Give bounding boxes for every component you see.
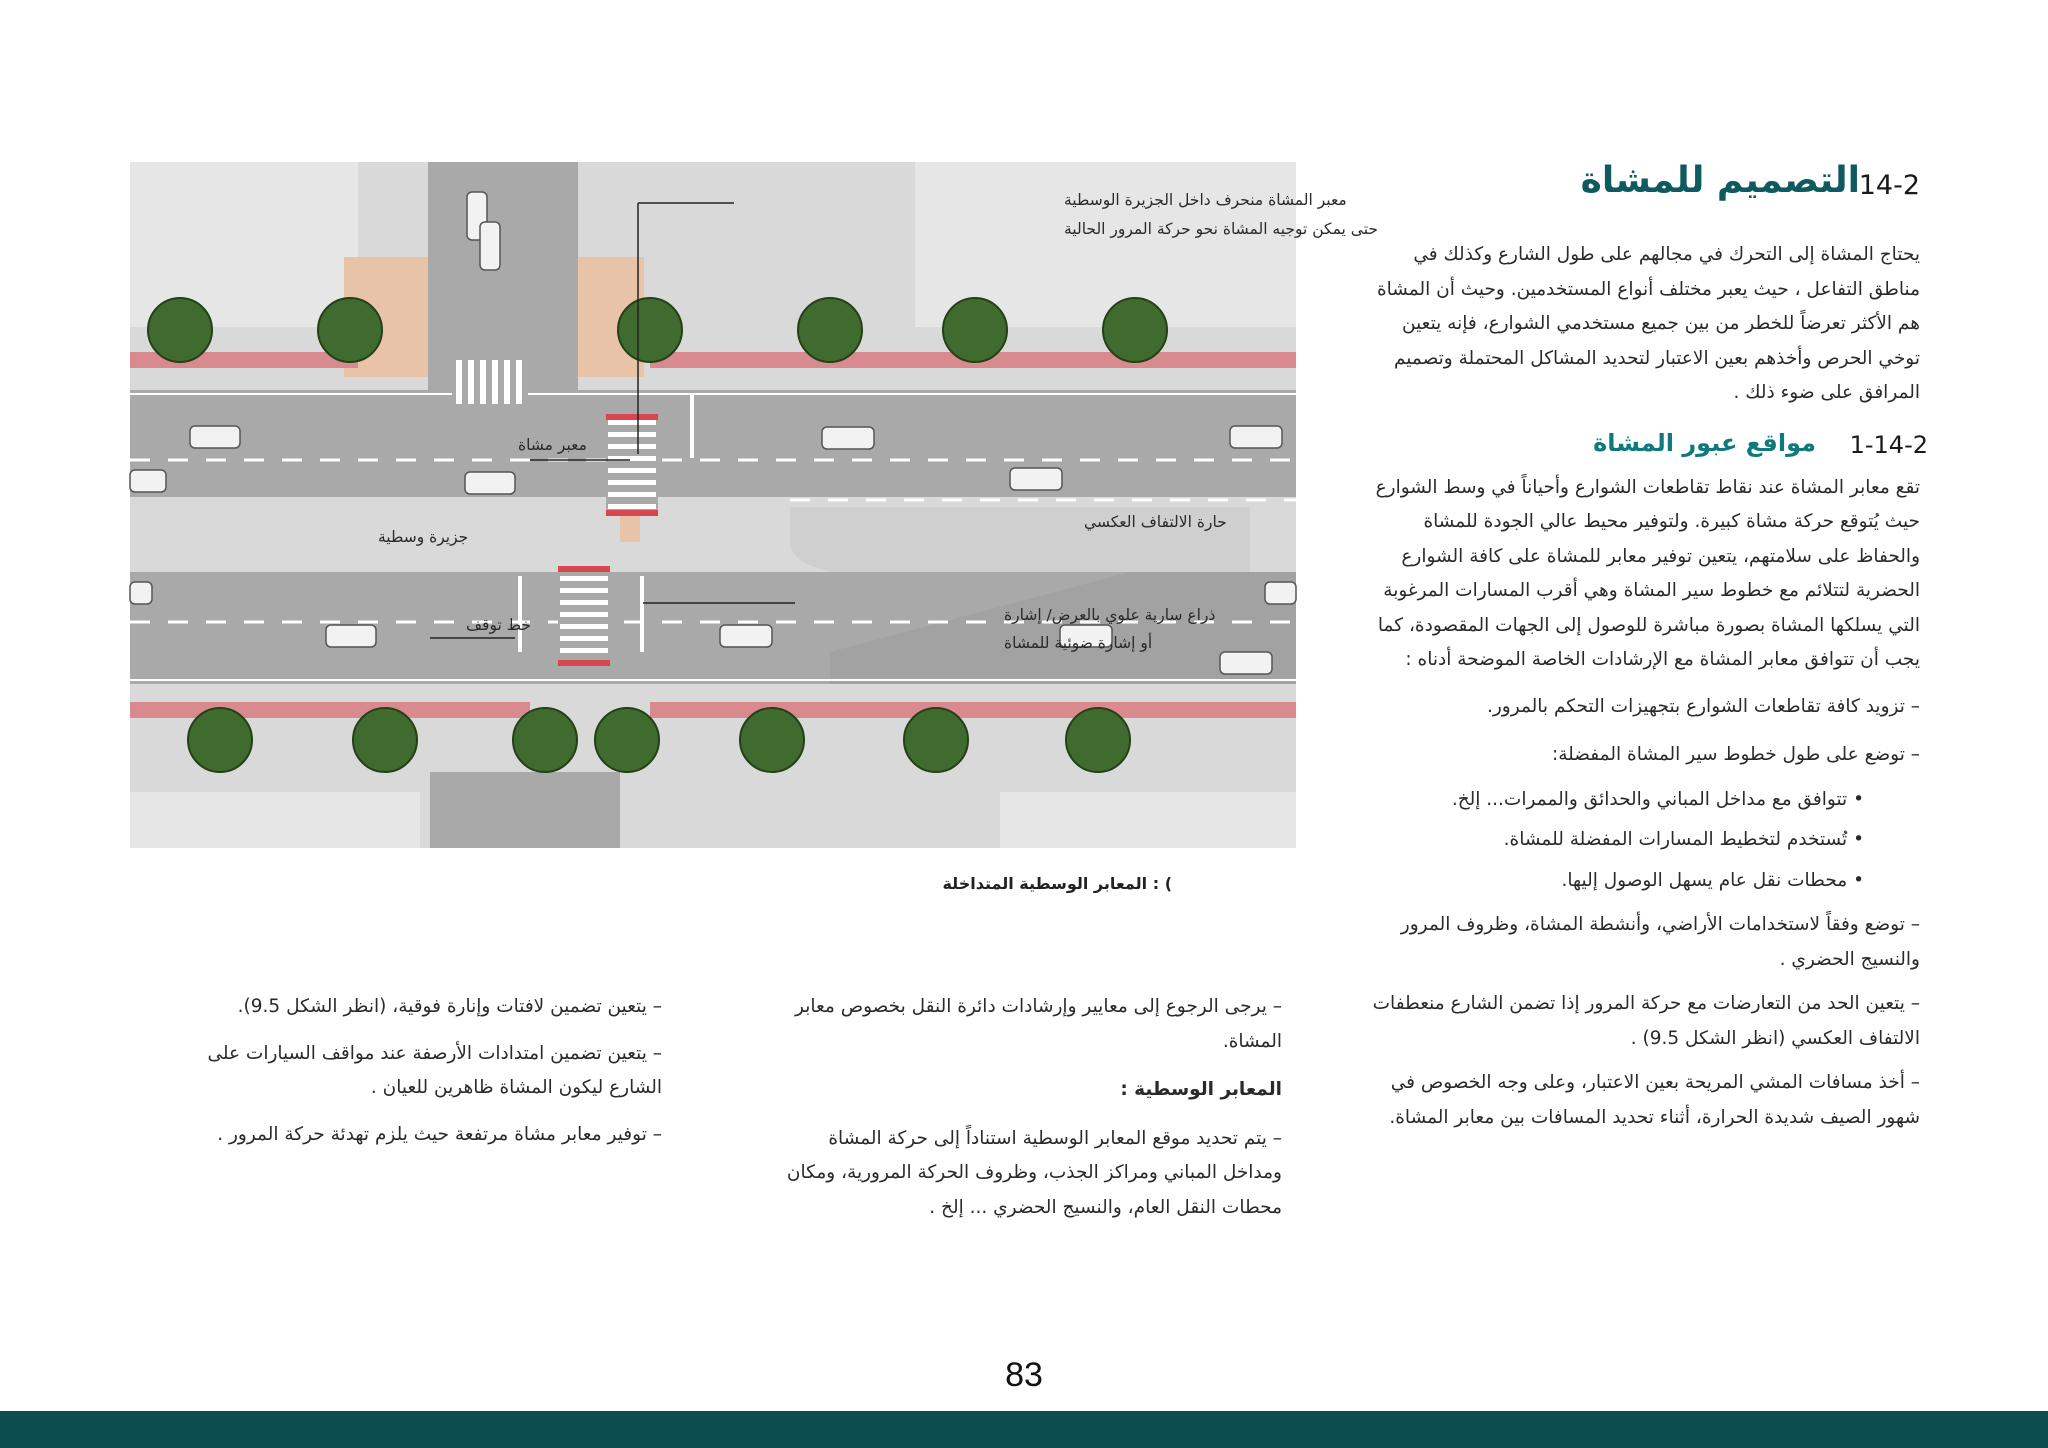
label-pedestrian-crossing: معبر مشاة xyxy=(518,436,587,454)
label-offset-crossing-2: حتى يمكن توجيه المشاة نحو حركة المرور الحالية xyxy=(1064,220,1378,238)
list-item: – توفير معابر مشاة مرتفعة حيث يلزم تهدئة حركة المرور . xyxy=(217,1123,662,1145)
right-column xyxy=(1368,160,1928,1135)
list-item: – توضع وفقاً لاستخدامات الأراضي، وأنشطة المشاة، وظروف المرور والنسيج الحضري . xyxy=(1400,914,1920,970)
label-offset-crossing: معبر المشاة منحرف داخل الجزيرة الوسطية xyxy=(1064,191,1347,209)
label-signal-arm-2: أو إشارة ضوئية للمشاة xyxy=(1004,634,1153,652)
subsection-number: 1-14-2 xyxy=(1849,430,1928,459)
label-median-island: جزيرة وسطية xyxy=(378,528,469,546)
left-column xyxy=(160,990,662,1152)
section-title: التصميم للمشاة xyxy=(1580,160,1860,201)
subsection-title: مواقع عبور المشاة xyxy=(1593,428,1816,457)
label-stop-line: خط توقف xyxy=(466,616,531,634)
median-heading: المعابر الوسطية : xyxy=(1120,1079,1282,1100)
list-item: – يتم تحديد موقع المعابر الوسطية استناداً إلى حركة المشاة ومداخل المباني ومراكز الجذب، وظروف الحركة المرورية، ومكان محطات النقل العام، والنسيج الحضري ... إلخ . xyxy=(786,1127,1282,1218)
bullet-item: • تتوافق مع مداخل المباني والحدائق والممرات... إلخ. xyxy=(1451,788,1864,810)
section-intro: يحتاج المشاة إلى التحرك في مجالهم على طول الشارع وكذلك في مناطق التفاعل ، حيث يعبر مختلف أنواع المستخدمين. وحيث أن المشاة هم الأكثر تعرضاً للخطر من بين جميع مستخدمي الشوارع، فإنه يتعين توخي الحرص وأخذهم بعين الاعتبار لتحديد المشاكل المحتملة وتصميم المرافق على ضوء ذلك . xyxy=(1376,244,1920,403)
figure-caption: ) : المعابر الوسطية المتداخلة xyxy=(942,874,1172,893)
list-item: – يتعين الحد من التعارضات مع حركة المرور إذا تضمن الشارع منعطفات الالتفاف العكسي (انظر الشكل 9.5) . xyxy=(1372,993,1920,1049)
list-item: – يرجى الرجوع إلى معايير وإرشادات دائرة النقل بخصوص معابر المشاة. xyxy=(795,996,1282,1052)
section-heading xyxy=(1368,160,1920,216)
middle-column xyxy=(768,990,1282,1225)
subsection-heading xyxy=(1368,423,1928,471)
bullet-item: • محطات نقل عام يسهل الوصول إليها. xyxy=(1561,869,1864,891)
footer-bar xyxy=(0,1411,2048,1448)
label-uturn-lane: حارة الالتفاف العكسي xyxy=(1084,513,1227,531)
subsection-body: تقع معابر المشاة عند نقاط تقاطعات الشوارع وأحياناً في وسط الشوارع حيث يُتوقع حركة مشاة كبيرة. ولتوفير محيط عالي الجودة للمشاة والحفاظ على سلامتهم، يتعين توفير معابر للمشاة على كافة الشوارع الحضرية لتتلائم مع خطوط سير المشاة وهي أقرب المسارات المرغوبة التي يسلكها المشاة بصورة مباشرة للوصول إلى الجهات المقصودة، كما يجب أن تتوافق معابر المشاة مع الإرشادات الخاصة الموضحة أدناه : xyxy=(1375,476,1920,670)
intersection-diagram xyxy=(130,162,1378,848)
list-item: – أخذ مسافات المشي المريحة بعين الاعتبار، وعلى وجه الخصوص في شهور الصيف شديدة الحرارة، أثناء تحديد المسافات بين معابر المشاة. xyxy=(1389,1072,1920,1128)
page-number: 83 xyxy=(1005,1356,1043,1394)
section-number: 14-2 xyxy=(1858,170,1920,201)
bullet-list xyxy=(1368,783,1920,899)
list-item: – تزويد كافة تقاطعات الشوارع بتجهيزات التحكم بالمرور. xyxy=(1486,695,1920,717)
list-item: – يتعين تضمين امتدادات الأرصفة عند مواقف السيارات على الشارع ليكون المشاة ظاهرين للعيان . xyxy=(207,1042,662,1098)
list-item: – يتعين تضمين لافتات وإنارة فوقية، (انظر الشكل 9.5). xyxy=(237,996,662,1017)
label-signal-arm: ذراع سارية علوي بالعرض/ إشارة xyxy=(1004,606,1216,624)
bullet-item: • تُستخدم لتخطيط المسارات المفضلة للمشاة. xyxy=(1503,829,1864,850)
list-item: – توضع على طول خطوط سير المشاة المفضلة: xyxy=(1551,744,1920,765)
